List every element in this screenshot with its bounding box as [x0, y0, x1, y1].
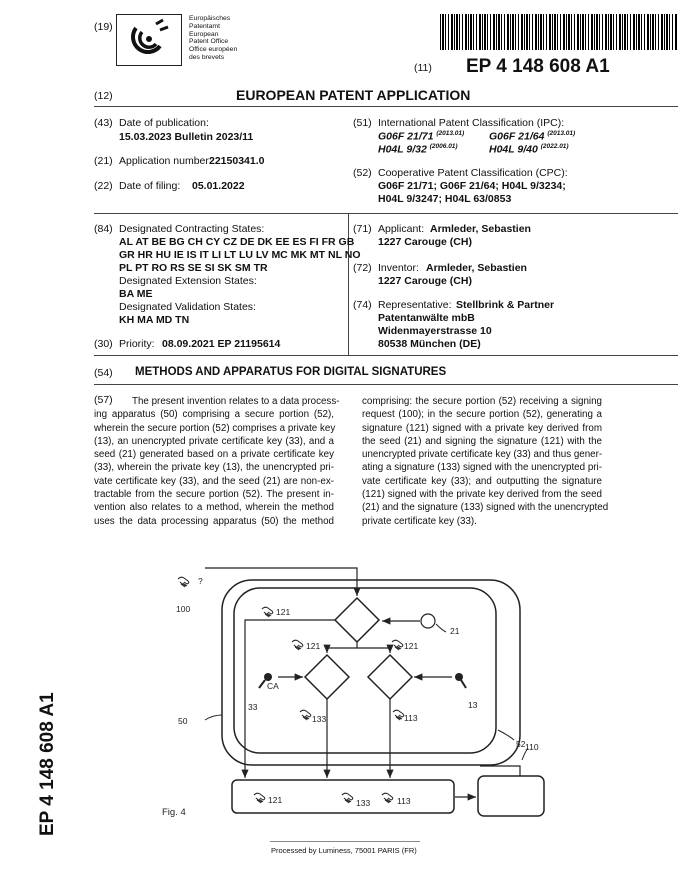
label-50: 50	[178, 716, 188, 726]
signature-121-arrow	[245, 620, 335, 778]
side-publication-number: EP 4 148 608 A1	[37, 692, 58, 836]
abstract-line: seed (21) generated based on a private certificate key	[94, 449, 334, 461]
field-21-number: (21)	[94, 155, 113, 167]
abstract-line: (13), an unencrypted private certificate key (33), and a	[94, 435, 334, 447]
office-line: Patentamt	[189, 22, 220, 30]
label-33: 33	[248, 702, 258, 712]
office-line: European	[189, 30, 219, 38]
representative-line: Widenmayerstrasse 10	[378, 325, 492, 337]
validation-states: KH MA MD TN	[119, 314, 190, 326]
cpc-label: Cooperative Patent Classification (CPC):	[378, 167, 568, 179]
field-12-number: (12)	[94, 90, 113, 102]
ipc-class: G06F 21/71 $^{(2013.01)}$	[378, 130, 465, 143]
contracting-states: PL PT RO RS SE SI SK SM TR	[119, 262, 268, 274]
private-key-icon	[455, 673, 466, 688]
figure-caption: Fig. 4	[162, 807, 186, 818]
abstract-line: (121) signed with the private key derived from the seed	[362, 489, 602, 501]
abstract-line: uses the data processing apparatus (50) the method	[94, 515, 334, 527]
filing-date-value: 05.01.2022	[192, 180, 245, 192]
abstract-line: ating a signature (133) signed with the unencrypted pri-	[362, 462, 602, 474]
representative-name: Stellbrink & Partner	[456, 299, 555, 311]
field-22-number: (22)	[94, 180, 113, 192]
footer-text: Processed by Luminess, 75001 PARIS (FR)	[271, 846, 417, 855]
contracting-states: GR HR HU IE IS IT LI LT LU LV MC MK MT NL NO	[119, 249, 361, 261]
application-number-label: Application number:	[119, 155, 212, 167]
label-110: 110	[525, 742, 539, 752]
abstract-line: signature (121) signed with a private key derived from	[362, 422, 602, 434]
abstract-line: vate certificate key (33); and outputting the signature	[362, 475, 602, 487]
field-11-number: (11)	[414, 62, 432, 74]
representative-line: Patentanwälte mbB	[378, 312, 475, 324]
label-133: 133	[356, 798, 371, 808]
office-line: Office européen	[189, 46, 238, 54]
abstract-line: vate certificate key (33), and the seed (21) are non-ex-	[94, 475, 334, 487]
field-52-number: (52)	[353, 167, 372, 179]
abstract-line: unencrypted private certificate key (33) and thus gener-	[362, 449, 603, 461]
priority-value: 08.09.2021 EP 21195614	[162, 338, 281, 350]
field-19-number: (19)	[94, 21, 113, 33]
label-121: 121	[306, 641, 321, 651]
field-51-number: (51)	[353, 117, 372, 129]
external-device-110-box	[478, 776, 544, 816]
abstract-line: the seed (21) and signing the signature (121) with the	[362, 435, 602, 447]
cpc-line: H04L 9/3247; H04L 63/0853	[378, 193, 512, 205]
priority-label: Priority:	[119, 338, 155, 350]
output-box	[232, 780, 454, 813]
diamond-right	[368, 655, 412, 699]
extension-states: BA ME	[119, 288, 153, 300]
extension-states-label: Designated Extension States:	[119, 275, 257, 287]
applicant-address: 1227 Carouge (CH)	[378, 236, 472, 248]
ipc-class: G06F 21/64 $^{(2013.01)}$	[489, 130, 576, 143]
field-54-number: (54)	[94, 367, 113, 379]
abstract-line: vention also relates to a method, wherein the method	[94, 502, 334, 514]
publication-date-label: Date of publication:	[119, 117, 209, 129]
label-113: 113	[404, 713, 418, 723]
field-84-number: (84)	[94, 223, 113, 235]
representative-label: Representative:	[378, 299, 452, 311]
label-113: 113	[397, 796, 411, 806]
abstract-line: (21) and the signature (133) signed with the unencrypted	[362, 502, 609, 514]
label-13: 13	[468, 700, 478, 710]
document-type: EUROPEAN PATENT APPLICATION	[236, 87, 471, 103]
office-line: des brevets	[189, 53, 225, 61]
inventor-label: Inventor:	[378, 262, 419, 274]
publication-date-value: 15.03.2023 Bulletin 2023/11	[119, 131, 254, 143]
publication-number: EP 4 148 608 A1	[466, 56, 610, 77]
contracting-states-label: Designated Contracting States:	[119, 223, 265, 235]
office-line: Europäisches	[189, 15, 231, 22]
label-133: 133	[312, 714, 327, 724]
diamond-left	[305, 655, 349, 699]
label-21: 21	[450, 626, 460, 636]
abstract-line: ing apparatus (50) comprising a secure portion (52),	[94, 409, 334, 421]
label-question: ?	[198, 576, 203, 586]
abstract-line: The present invention relates to a data process-	[132, 396, 340, 407]
validation-states-label: Designated Validation States:	[119, 301, 256, 313]
application-number-value: 22150341.0	[209, 155, 265, 167]
label-100: 100	[176, 604, 191, 614]
label-121: 121	[276, 607, 291, 617]
abstract-line: request (100); in the secure portion (52), generating a	[362, 409, 602, 421]
office-line: Patent Office	[189, 38, 229, 46]
footer-divider	[270, 841, 420, 842]
applicant-name: Armleder, Sebastien	[430, 223, 531, 235]
abstract-line: (33), wherein the private key (13), the unencrypted pri-	[94, 462, 334, 474]
label-121: 121	[404, 641, 419, 651]
diamond-top	[335, 598, 379, 642]
ipc-label: International Patent Classification (IPC):	[378, 117, 565, 129]
cpc-line: G06F 21/71; G06F 21/64; H04L 9/3234;	[378, 180, 566, 192]
field-43-number: (43)	[94, 117, 113, 129]
field-57-number: (57)	[94, 394, 113, 406]
external-link	[480, 766, 520, 776]
abstract-line: comprising: the secure portion (52) receiving a signing	[362, 396, 602, 407]
inventor-address: 1227 Carouge (CH)	[378, 275, 472, 287]
ipc-class: H04L 9/40 $^{(2022.01)}$	[489, 143, 569, 156]
applicant-label: Applicant:	[378, 223, 425, 235]
field-72-number: (72)	[353, 262, 372, 274]
contracting-states: AL AT BE BG CH CY CZ DE DK EE ES FI FR GB	[119, 236, 355, 248]
inventor-name: Armleder, Sebastien	[426, 262, 527, 274]
filing-date-label: Date of filing:	[119, 180, 181, 192]
abstract-line: wherein the secure portion (52) comprises a private key	[94, 422, 336, 434]
field-74-number: (74)	[353, 299, 372, 311]
seed-21-icon	[421, 614, 435, 628]
abstract-line: tractable from the secure portion (52). The present in-	[94, 489, 334, 501]
label-52: 52	[516, 739, 526, 749]
abstract-line: private certificate key (33).	[362, 515, 477, 527]
representative-line: 80538 München (DE)	[378, 338, 481, 350]
label-121: 121	[268, 795, 283, 805]
invention-title: METHODS AND APPARATUS FOR DIGITAL SIGNATURES	[135, 366, 447, 378]
label-ca: CA	[267, 681, 279, 691]
field-71-number: (71)	[353, 223, 372, 235]
field-30-number: (30)	[94, 338, 113, 350]
ipc-class: H04L 9/32 $^{(2006.01)}$	[378, 143, 458, 156]
